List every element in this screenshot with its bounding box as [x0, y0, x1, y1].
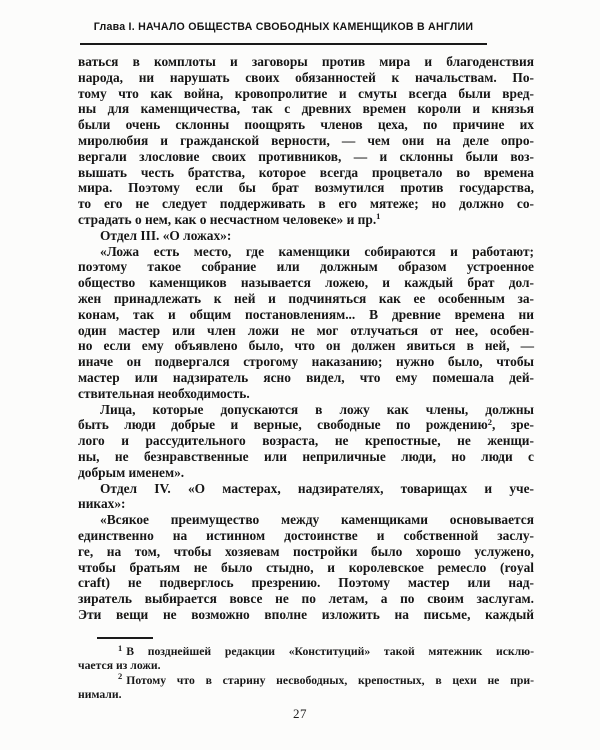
header-rule	[80, 43, 487, 45]
body-text-line: ны, не безнравственные или неприличные люди, но люди с	[78, 448, 534, 464]
body-text-line: добрым именем».	[78, 464, 185, 480]
body-text-line: мастер или надзиратель ясно видел, что ему помешала дей-	[78, 369, 534, 385]
footnote-text-line: нимали.	[78, 687, 122, 701]
body-text-line: были очень склонны поощрять членов цеха, по причине их	[78, 117, 534, 133]
body-text-line: быть люди добрые и верные, свободные по рождению2, зре-	[78, 416, 534, 433]
body-text-line: Эти вещи не возможно вполне изложить на письме, каждый	[78, 606, 534, 622]
body-text-line: зиратель выбирается вовсе не по летам, а по своим заслугам.	[78, 591, 534, 607]
body-text-line: народа, ни нарушать своих обязанностей к начальствам. По-	[78, 69, 534, 85]
body-text-line: лого и рассудительного возраста, не крепостные, не женщи-	[78, 433, 534, 449]
line-text: быть люди добрые и верные, свободные по рождению	[78, 417, 488, 433]
line-text: В позднейшей редакции «Конституций» такой мятежник исклю-	[126, 645, 534, 658]
footnote-text-line: 2 Потому что в старину несвободных, крепостных, в цехи не при-	[118, 671, 534, 687]
footnote-text-line: чается из ложи.	[78, 659, 161, 673]
body-text-line: но если ему объявлено было, что он должен явиться в ней, —	[78, 338, 534, 354]
body-text-line: то его не следует поддерживать в его мятеже; но должно со-	[78, 196, 534, 212]
body-text-line: один мастер или член ложи не мог отлучаться от нее, особен-	[78, 322, 534, 338]
chapter-running-head: Глава I. НАЧАЛО ОБЩЕСТВА СВОБОДНЫХ КАМЕНЩИКОВ В АНГЛИИ	[93, 21, 474, 33]
body-text-line: мира. Поэтому если бы брат возмутился против государства,	[78, 180, 534, 196]
body-text-line: Отдел IV. «О мастерах, надзирателях, товарищах и уче-	[100, 480, 534, 496]
footnote-separator-rule	[97, 637, 153, 639]
body-text-line: никах»:	[78, 496, 126, 512]
body-text-line: поэтому такое собрание или должным образом устроенное	[78, 259, 534, 275]
page-number: 27	[293, 706, 307, 721]
footnote-text-line: 1 В позднейшей редакции «Конституций» такой мятежник исклю-	[118, 642, 534, 658]
body-text-line: ствительная необходимость.	[78, 385, 250, 401]
line-text: страдать о нем, как о несчастном человеке» и пр.	[78, 211, 377, 227]
footnotes-block	[78, 642, 534, 702]
body-text-line: общество каменщиков называется ложею, и каждый брат дол-	[78, 275, 534, 291]
body-text-line: «Всякое преимущество между каменщиками основывается	[100, 512, 534, 528]
body-text-line: тому что как война, кровопролитие и смуты всегда были вред-	[78, 85, 534, 101]
line-text: , зре-	[492, 417, 534, 433]
body-text-line: страдать о нем, как о несчастном человеке» и пр.1	[78, 211, 381, 227]
body-text-line: Отдел III. «О ложах»:	[100, 227, 232, 243]
body-text-line: ваться в комплоты и заговоры против мира и благоденствия	[78, 54, 534, 69]
body-text-line: конам, так и общим постановлениям... В древние времена ни	[78, 306, 534, 322]
body-text-line: ны для каменщичества, так с древних времен короли и князья	[78, 101, 534, 117]
body-text-line: вышать честь братства, которое всегда процветало во времена	[78, 164, 534, 180]
body-text-line: миролюбия и гражданской верности, — чем они на деле опро-	[78, 132, 534, 148]
body-text-line: иначе он подвергался строгому наказанию; нужно было, чтобы	[78, 354, 534, 370]
body-text-line: craft) не подверглось презрению. Поэтому мастер или над-	[78, 575, 534, 591]
body-text-line: ге, на том, чтобы хозяевам постройки было хорошо услужено,	[78, 543, 534, 559]
body-text-line: Лица, которые допускаются в ложу как члены, должны	[100, 401, 534, 417]
body-text-line: жен принадлежать к ней и подчиняться как ее особенным за-	[78, 290, 534, 306]
body-text-line: единственно на истинном достоинстве и собственной заслу-	[78, 527, 534, 543]
page-body-text	[78, 54, 534, 623]
body-text-line: вергали злословие своих противников, — и склонны были воз-	[78, 148, 534, 164]
body-text-line: чтобы братьям не было стыдно, и королевское ремесло (royal	[78, 559, 534, 575]
line-text: Потому что в старину несвободных, крепостных, в цехи не при-	[126, 673, 534, 687]
body-text-line: «Ложа есть место, где каменщики собираются и работают;	[100, 243, 534, 259]
